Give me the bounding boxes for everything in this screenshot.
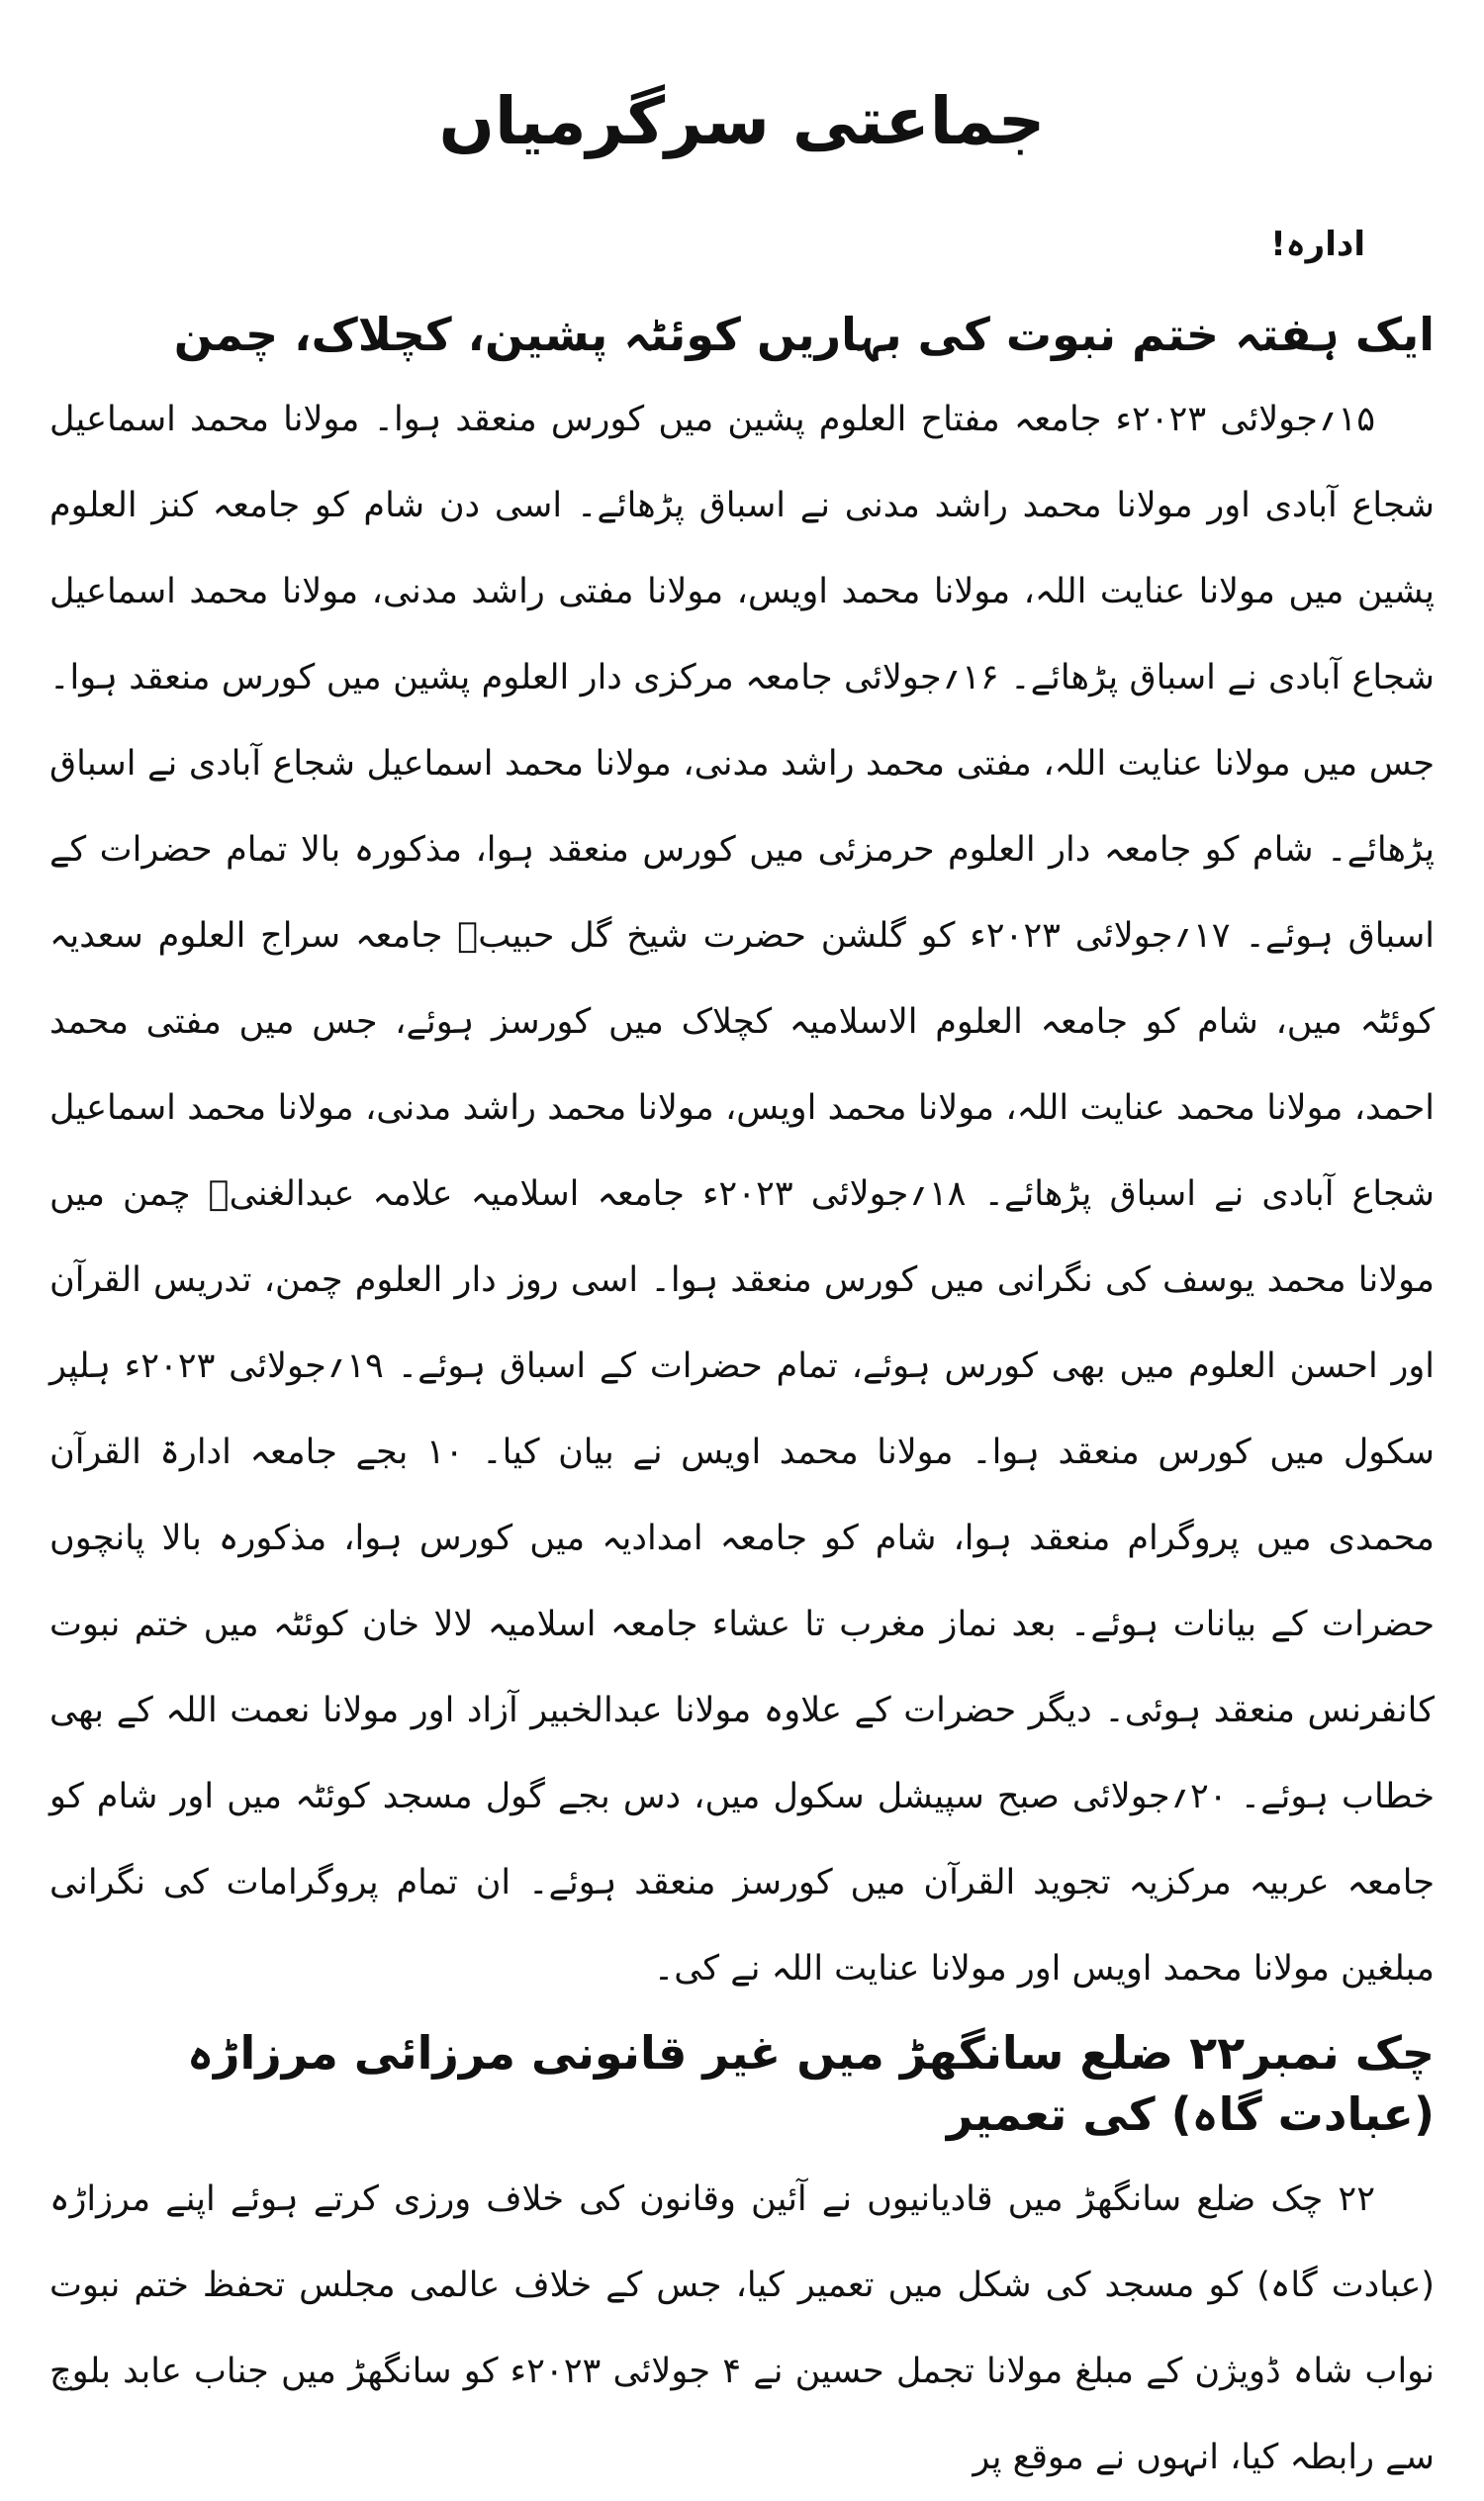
section-heading: ایک ہفتہ ختم نبوت کی بہاریں کوئٹہ پشین، کچلاک، چمن	[173, 307, 1435, 361]
section-heading: چک نمبر۲۲ ضلع سانگھڑ میں غیر قانونی مرزائی مرزاڑہ (عبادت گاہ) کی تعمیر	[187, 2025, 1435, 2141]
section-body: ۲۲ چک ضلع سانگھڑ میں قادیانیوں نے آئین وقانون کی خلاف ورزی کرتے ہوئے اپنے مرزاڑہ (عبادت گاہ) کو مسجد کی شکل میں تعمیر کیا، جس کے خلاف عالمی مجلس تحفظ ختم نبوت نواب شاہ ڈویژن کے مبلغ مولانا تجمل حسین نے ۴ جولائی ۲۰۲۳ء کو سانگھڑ میں جناب عابد بلوچ سے رابطہ کیا، انہوں نے موقع پر	[49, 2179, 1435, 2478]
section-quetta-activities	[40, 304, 1444, 2012]
section-sanghar-construction	[40, 2022, 1444, 2501]
byline: ادارہ!	[1270, 224, 1365, 264]
section-body: ۱۵؍جولائی ۲۰۲۳ء جامعہ مفتاح العلوم پشین میں کورس منعقد ہوا۔ مولانا محمد اسماعیل شجاع آبادی اور مولانا محمد راشد مدنی نے اسباق پڑھائے۔ اسی دن شام کو جامعہ کنز العلوم پشین میں مولانا عنایت اللہ، مولانا محمد اویس، مولانا مفتی راشد مدنی، مولانا محمد اسماعیل شجاع آبادی نے اسباق پڑھائے۔ ۱۶؍جولائی جامعہ مرکزی دار العلوم پشین میں کورس منعقد ہوا۔ جس میں مولانا عنایت اللہ، مفتی محمد راشد مدنی، مولانا محمد اسماعیل شجاع آبادی نے اسباق پڑھائے۔ شام کو جامعہ دار العلوم حرمزئی میں کورس منعقد ہوا، مذکورہ بالا تمام حضرات کے اسباق ہوئے۔ ۱۷؍جولائی ۲۰۲۳ء کو گلشن حضرت شیخ گل حبیبؒ جامعہ سراج العلوم سعدیہ کوئٹہ میں، شام کو جامعہ العلوم الاسلامیہ کچلاک میں کورسز ہوئے، جس میں مفتی محمد احمد، مولانا محمد عنایت اللہ، مولانا محمد اویس، مولانا محمد راشد مدنی، مولانا محمد اسماعیل شجاع آبادی نے اسباق پڑھائے۔ ۱۸؍جولائی ۲۰۲۳ء جامعہ اسلامیہ علامہ عبدالغنیؒ چمن میں مولانا محمد یوسف کی نگرانی میں کورس منعقد ہوا۔ اسی روز دار العلوم چمن، تدریس القرآن اور احسن العلوم میں بھی کورس ہوئے، تمام حضرات کے اسباق ہوئے۔ ۱۹؍جولائی ۲۰۲۳ء ہلپر سکول میں کورس منعقد ہوا۔ مولانا محمد اویس نے بیان کیا۔ ۱۰ بجے جامعہ ادارۃ القرآن محمدی میں پروگرام منعقد ہوا، شام کو جامعہ امدادیہ میں کورس ہوا، مذکورہ بالا پانچوں حضرات کے بیانات ہوئے۔ بعد نماز مغرب تا عشاء جامعہ اسلامیہ لالا خان کوئٹہ میں ختم نبوت کانفرنس منعقد ہوئی۔ دیگر حضرات کے علاوہ مولانا عبدالخبیر آزاد اور مولانا نعمت اللہ کے بھی خطاب ہوئے۔ ۲۰؍جولائی صبح سپیشل سکول میں، دس بجے گول مسجد کوئٹہ میں اور شام کو جامعہ عربیہ مرکزیہ تجوید القرآن میں کورسز منعقد ہوئے۔ ان تمام پروگرامات کی نگرانی مبلغین مولانا محمد اویس اور مولانا عنایت اللہ نے کی۔	[49, 399, 1436, 1989]
page-title: جماعتی سرگرمیاں	[438, 83, 1046, 159]
